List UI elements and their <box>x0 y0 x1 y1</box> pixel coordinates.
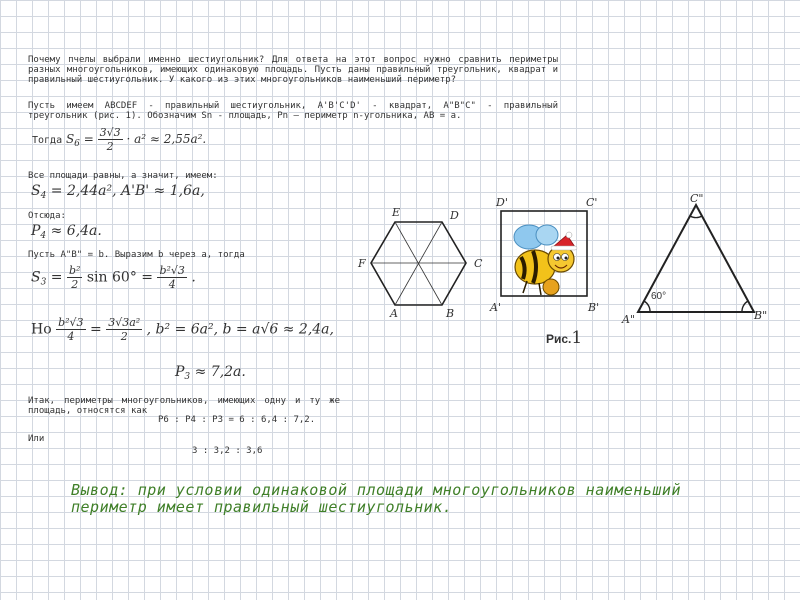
s6-eq: = <box>83 132 94 146</box>
angle-arc-b <box>742 301 748 312</box>
s6-fraction <box>98 126 123 153</box>
s3-num2: b²√3 <box>159 264 185 277</box>
bee-wing-right <box>536 225 558 245</box>
figure-caption-text: Рис. <box>546 332 572 346</box>
but-fraction-1 <box>56 316 85 343</box>
s3-den1: 2 <box>71 278 79 291</box>
but-tail: , b² = 6a², b = a√6 ≈ 2,4a, <box>146 321 334 338</box>
bee-pupil-right <box>565 257 568 260</box>
p3-var: P <box>175 364 185 380</box>
square-label-d: D' <box>496 196 508 209</box>
s3-sub: 3 <box>40 277 47 288</box>
triangle-label-a: A" <box>622 313 636 326</box>
p4-rest: ≈ 6,4a. <box>50 223 102 239</box>
p4-formula <box>31 223 102 241</box>
but-eq: = <box>90 321 102 338</box>
but-num1: b²√3 <box>58 316 84 329</box>
angle-arc-c <box>690 216 702 218</box>
intro-paragraph: Почему пчелы выбрали именно шестиугольник? Для ответа на этот вопрос нужно сравнить периметры разных многоугольников, имеющих одинаковую площадь. Пусть даны правильный треугольник, квадрат и правильный шестиугольник. У какого из этих многоугольников наименьший периметр? <box>28 55 558 85</box>
hexagon-label-e: E <box>392 206 401 219</box>
but-num2: 3√3a² <box>108 316 141 329</box>
s3-fraction-1 <box>67 264 82 291</box>
s3-formula <box>31 264 196 291</box>
hexagon-label-a: A <box>390 307 398 320</box>
so-paragraph: Итак, периметры многоугольников, имеющих одну и ту же площадь, относятся как <box>28 396 340 416</box>
let-b-text: Пусть A"B" = b. Выразим b через a, тогда <box>28 250 245 260</box>
s6-den: 2 <box>106 140 114 153</box>
s3-num1: b² <box>68 264 81 277</box>
s4-formula <box>31 183 205 201</box>
hexagon-label-f: F <box>358 257 366 270</box>
bee-pot <box>543 279 559 295</box>
but-fraction-2 <box>106 316 142 343</box>
setup-paragraph: Пусть имеем ABCDEF - правильный шестиугольник, A'B'C'D' - квадрат, A"B"C" - правильный треугольник (рис. 1). Обозначим Sn - площадь, Pn – периметр n-угольника, AB = a. <box>28 101 558 121</box>
figure-caption <box>546 328 582 348</box>
hexagon-figure <box>355 200 485 325</box>
p4-sub: 4 <box>40 231 47 241</box>
square-label-a: A' <box>490 301 501 314</box>
angle-label: 60° <box>651 291 667 302</box>
bee-hat-brim <box>551 246 577 250</box>
conclusion-text: Вывод: при условии одинаковой площади многоугольников наименьший периметр имеет правильный шестиугольник. <box>71 481 681 516</box>
s6-sub: 6 <box>74 139 80 149</box>
square-label-c: C' <box>586 196 598 209</box>
or-text: Или <box>28 434 45 444</box>
s6-lead: Тогда <box>32 135 63 146</box>
triangle-label-b: B" <box>754 309 768 322</box>
s6-formula <box>32 126 206 153</box>
but-den1: 4 <box>67 330 75 343</box>
s4-rest: = 2,44a², A'B' ≈ 1,6a, <box>50 183 205 199</box>
p4-var: P <box>31 223 41 239</box>
s3-tail: . <box>191 269 196 286</box>
s6-num: 3√3 <box>99 126 121 139</box>
but-den2: 2 <box>120 330 128 343</box>
p3-rest: ≈ 7,2a. <box>194 364 246 380</box>
p3-sub: 3 <box>184 372 191 382</box>
s6-tail: · a² ≈ 2,55a². <box>126 132 207 146</box>
bee-hat-pompom <box>566 232 572 238</box>
hexagon-label-b: B <box>446 307 455 320</box>
hexagon-label-c: C <box>474 257 483 270</box>
s3-mid: sin 60° = <box>86 269 153 286</box>
s4-var: S <box>31 183 41 199</box>
triangle-label-c: C" <box>690 192 704 205</box>
bee-illustration <box>507 223 587 299</box>
s4-sub: 4 <box>40 191 47 201</box>
hence-text: Отсюда: <box>28 211 66 221</box>
s3-var: S <box>31 269 41 286</box>
s6-var: S <box>65 132 75 146</box>
square-label-b: B' <box>588 301 600 314</box>
but-formula <box>31 316 334 343</box>
hexagon-label-d: D <box>450 209 459 222</box>
areas-equal-text: Все площади равны, а значит, имеем: <box>28 171 218 181</box>
bee-pupil-left <box>557 257 560 260</box>
s3-den2: 4 <box>168 278 176 291</box>
s3-fraction-2 <box>157 264 186 291</box>
figure-caption-number: 1 <box>571 328 583 348</box>
but-word: Но <box>31 321 52 338</box>
triangle-figure <box>628 195 768 320</box>
ratio-2: 3 : 3,2 : 3,6 <box>192 446 263 456</box>
s3-eq: = <box>50 269 63 286</box>
ratio-1: P6 : P4 : P3 = 6 : 6,4 : 7,2. <box>158 415 316 425</box>
p3-formula <box>175 364 246 382</box>
angle-arc-a <box>644 301 650 312</box>
